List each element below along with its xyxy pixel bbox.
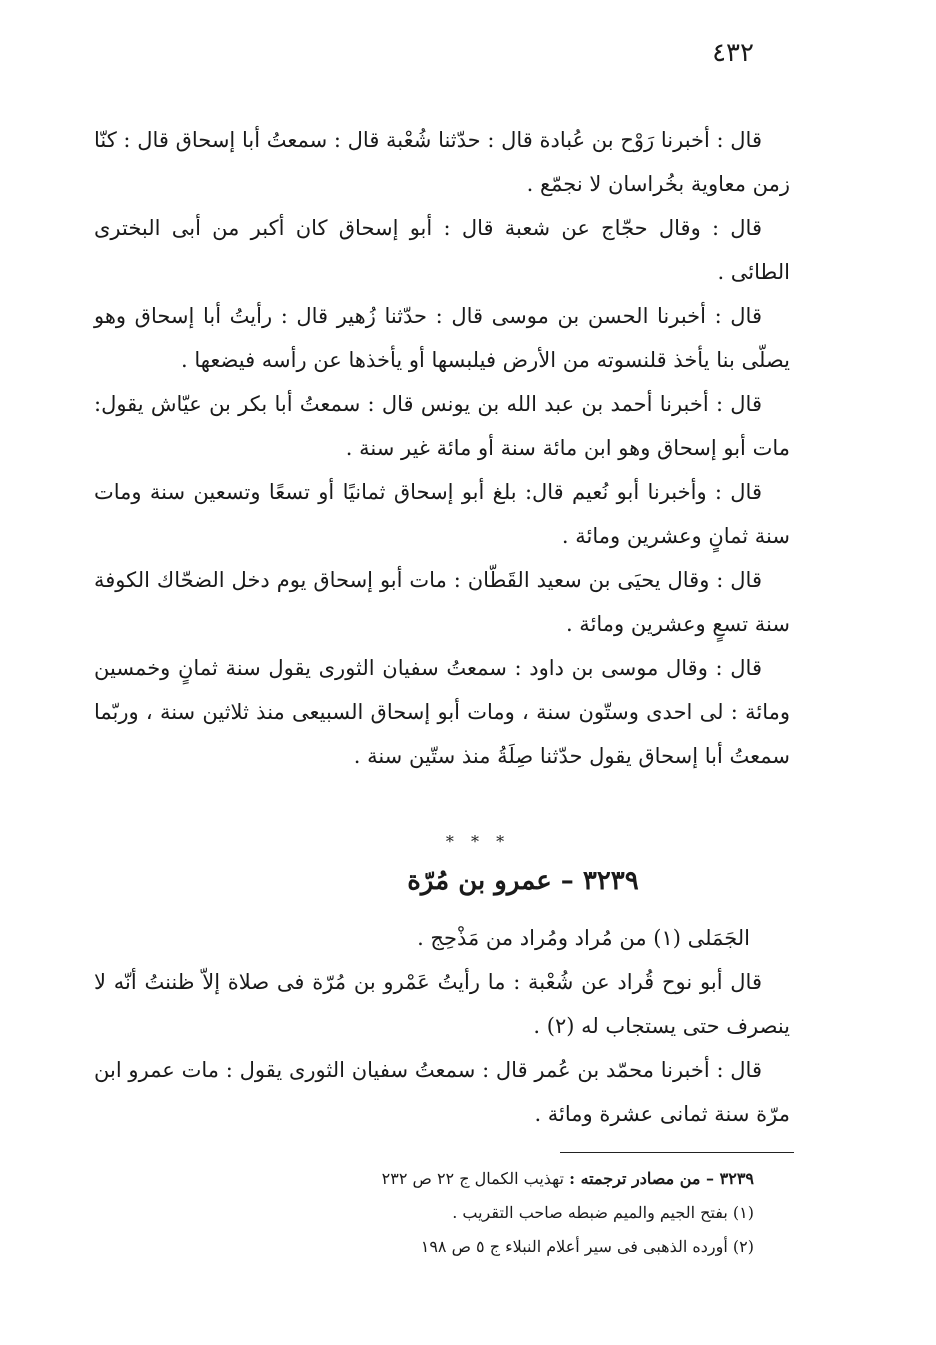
- paragraph: قال : وقال حجّاج عن شعبة قال : أبو إسحاق كان أكبر من أبى البخترى الطائى .: [94, 216, 790, 284]
- body-text: [94, 118, 790, 778]
- footnote: (٢) أورده الذهبى فى سير أعلام النبلاء ج ٥ ص ١٩٨: [420, 1237, 754, 1256]
- footnote-source: [94, 1162, 754, 1196]
- paragraph: قال : وأخبرنا أبو نُعيم قال: بلغ أبو إسحاق ثمانيًا أو تسعًا وتسعين سنة ومات سنة ثمانٍ وعشرين ومائة .: [94, 480, 790, 548]
- footnote-source-label: ٣٢٣٩ – من مصادر ترجمته :: [569, 1169, 754, 1188]
- paragraph: قال : أخبرنا أحمد بن عبد الله بن يونس قال : سمعتُ أبا بكر بن عيّاش يقول: مات أبو إسحاق وهو ابن مائة سنة أو مائة غير سنة .: [94, 392, 790, 460]
- entry-text: [94, 916, 790, 1136]
- entry-title: ٣٢٣٩ – عمرو بن مُرّة: [407, 866, 639, 896]
- entry-line: الجَمَلى (١) من مُراد ومُراد من مَذْحِج .: [417, 926, 750, 950]
- paragraph: قال : وقال موسى بن داود : سمعتُ سفيان الثورى يقول سنة ثمانٍ وخمسين ومائة : لى احدى وستّون سنة ، ومات أبو إسحاق السبيعى منذ ثلاثين سنة ، وربّما سمعتُ أبا إسحاق يقول حدّثنا صِلَةُ منذ ستّين سنة .: [94, 656, 790, 768]
- footnote-divider: [560, 1152, 794, 1153]
- paragraph: قال : أخبرنا رَوْح بن عُبادة قال : حدّثنا شُعْبة قال : سمعتُ أبا إسحاق قال : كنّا زمن معاوية بخُراسان لا نجمّع .: [94, 128, 790, 196]
- paragraph: قال : وقال يحيَى بن سعيد القَطّان : مات أبو إسحاق يوم دخل الضحّاك الكوفة سنة تسعٍ وعشرين ومائة .: [94, 568, 790, 636]
- page-number: ٤٣٢: [712, 38, 754, 68]
- footnotes: [94, 1162, 754, 1264]
- section-separator: * * *: [445, 832, 511, 851]
- entry-line: قال : أخبرنا محمّد بن عُمر قال : سمعتُ سفيان الثورى يقول : مات عمرو ابن مرّة سنة ثمانى عشرة ومائة .: [94, 1058, 790, 1126]
- paragraph: قال : أخبرنا الحسن بن موسى قال : حدّثنا زُهير قال : رأيتُ أبا إسحاق وهو يصلّى بنا يأخذ قلنسوته من الأرض فيلبسها أو يأخذها عن رأسه فيضعها .: [94, 304, 790, 372]
- footnote-source-text: تهذيب الكمال ج ٢٢ ص ٢٣٢: [381, 1169, 565, 1188]
- footnote: (١) بفتح الجيم والميم ضبطه صاحب التقريب .: [452, 1203, 754, 1222]
- entry-line: قال أبو نوح قُراد عن شُعْبة : ما رأيتُ عَمْرو بن مُرّة فى صلاة إلاّ ظننتُ أنّه لا ينصرف حتى يستجاب له (٢) .: [94, 970, 790, 1038]
